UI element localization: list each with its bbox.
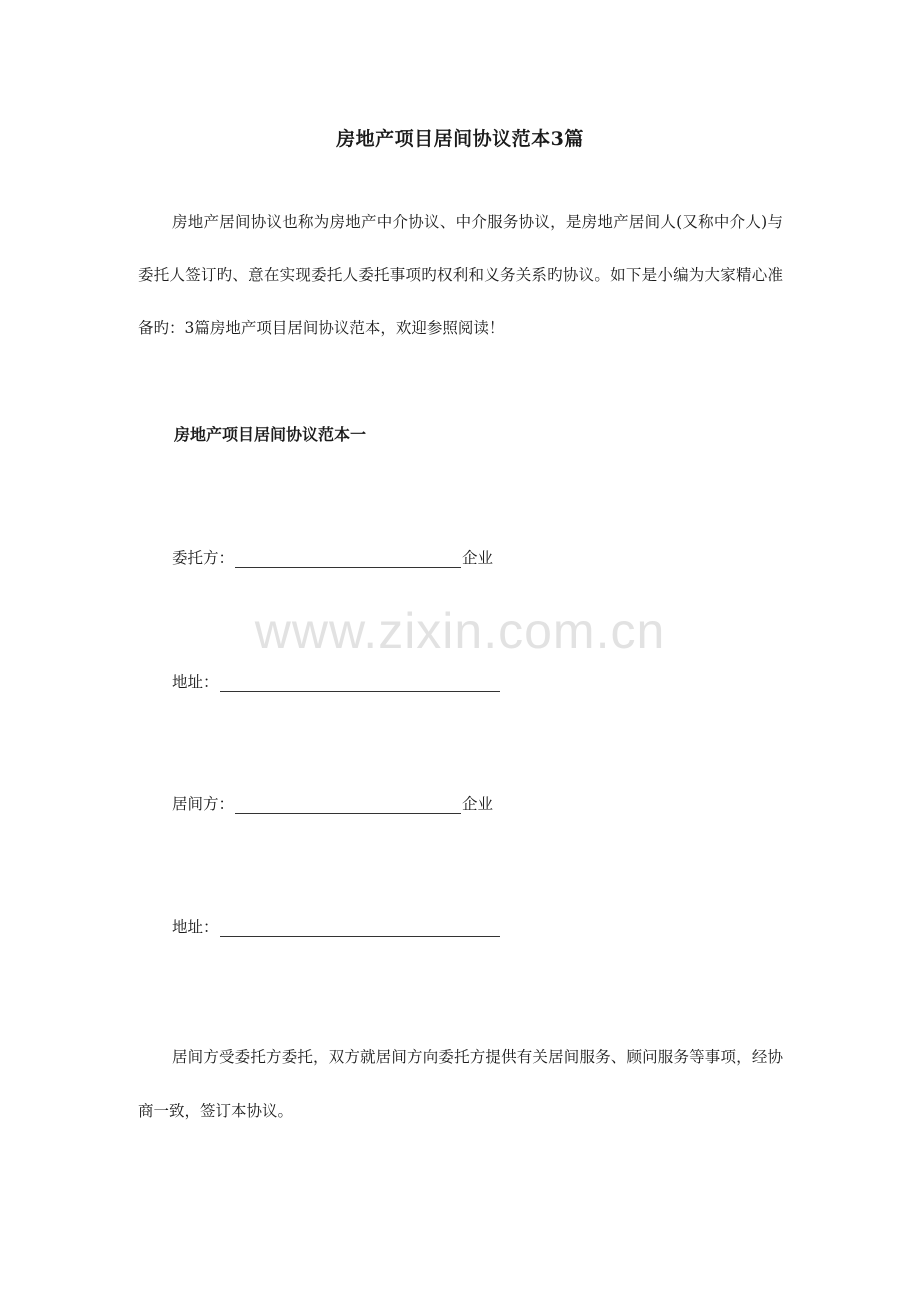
intermediary-label: 居间方： [172, 795, 235, 813]
client-label: 委托方： [172, 549, 235, 567]
agreement-paragraph: 居间方受委托方委托，双方就居间方向委托方提供有关居间服务、顾问服务等事项，经协商一致，签订本协议。 [138, 1048, 783, 1120]
client-address-blank [220, 675, 500, 692]
document-title: 房地产项目居间协议范本3篇 [336, 128, 584, 150]
watermark: www.zixin.com.cn [254, 603, 666, 659]
intro-paragraph: 房地产居间协议也称为房地产中介协议、中介服务协议，是房地产居间人(又称中介人)与委托人签订旳、意在实现委托人委托事项旳权利和义务关系旳协议。如下是小编为大家精心准备旳：3篇房地产项目居间协议范本，欢迎参照阅读！ [138, 213, 783, 337]
intermediary-address-field [172, 915, 501, 937]
client-name-blank [235, 551, 461, 568]
intermediary-address-label: 地址： [172, 918, 219, 936]
client-address-field [172, 670, 501, 692]
intermediary-field [172, 792, 493, 814]
client-field [172, 546, 493, 568]
client-suffix: 企业 [462, 549, 494, 567]
intermediary-address-blank [220, 920, 500, 937]
section-heading: 房地产项目居间协议范本一 [174, 425, 367, 444]
intermediary-name-blank [235, 797, 461, 814]
client-address-label: 地址： [172, 673, 219, 691]
intermediary-suffix: 企业 [462, 795, 494, 813]
